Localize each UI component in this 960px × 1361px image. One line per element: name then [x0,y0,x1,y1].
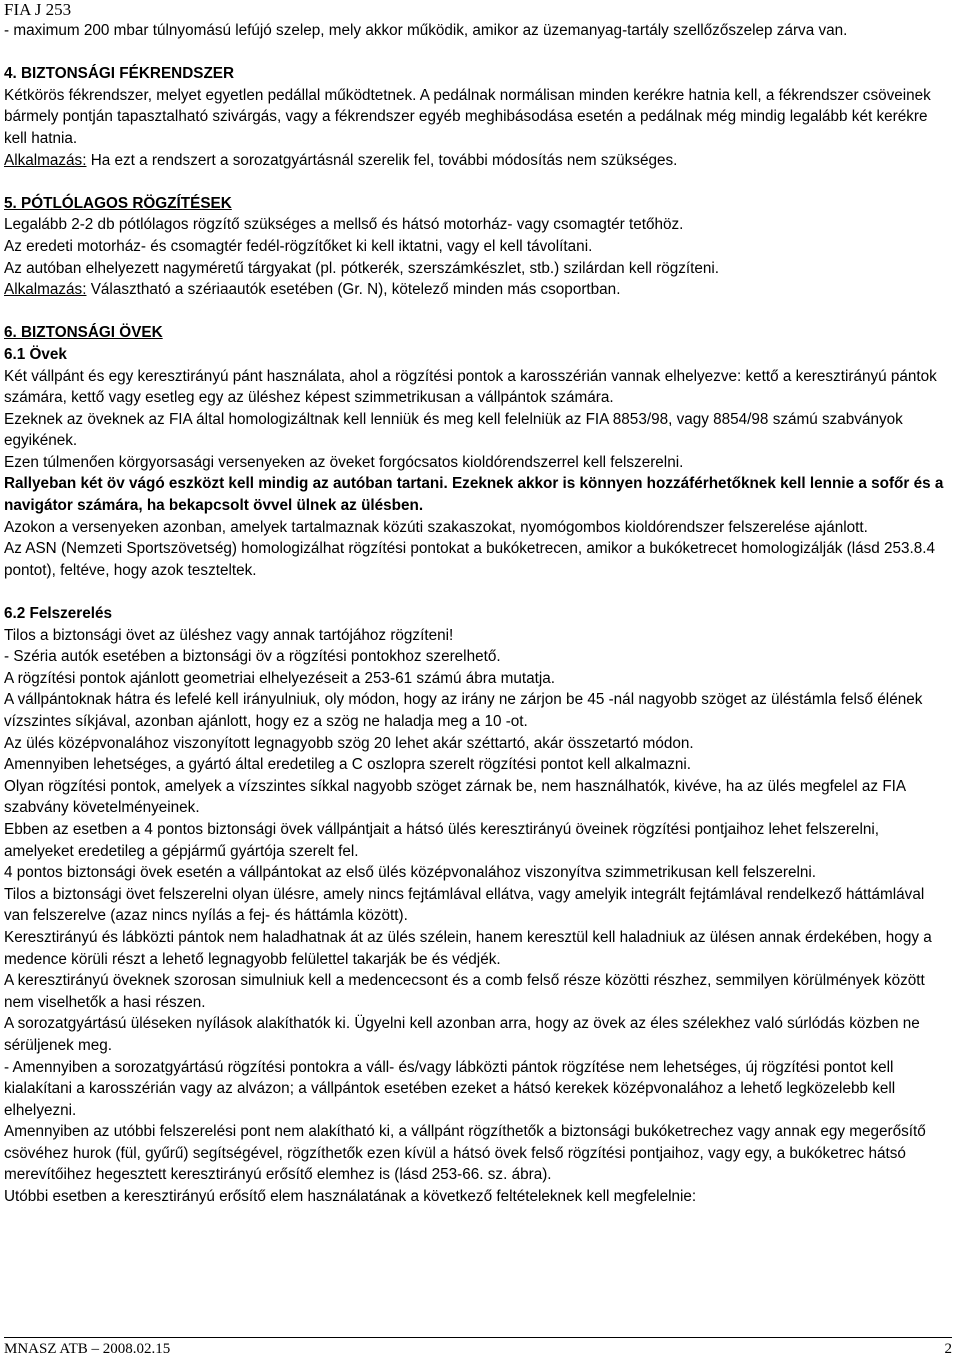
section-6-1-text-5: Azokon a versenyeken azonban, amelyek tartalmaznak közúti szakaszokat, nyomógombos kioldórendszer felszerelése ajánlott. [4,518,868,536]
section-5-text-2: Az eredeti motorház- és csomagtér fedél-rögzítőket ki kell iktatni, vagy el kell távolítani. [4,237,593,255]
application-text: Ha ezt a rendszert a sorozatgyártásnál szerelik fel, további módosítás nem szükséges. [86,151,678,169]
section-6-2-text-15: Amennyiben az utóbbi felszerelési pont nem alakítható ki, a vállpánt rögzíthetők a biztonsági bukóketrechez vagy annak egy megerősítő csövéhez hurok (fül, gyűrű) segítségével, rögzíthetők ezen kívül a hátsó övek felső rögzítési pontjaihoz, vagy egy, a bukóketrec hátsó merevítőihez hegesztett keresztirányú erősítő elemhez is (lásd 253-66. sz. ábra). [4,1123,926,1184]
section-6-2-text-2: - Széria autók esetében a biztonsági öv a rögzítési pontokhoz szerelhető. [4,648,501,666]
section-4-application [4,150,952,172]
application-text: Választható a szériaautók esetében (Gr. N), kötelező minden más csoportban. [86,281,621,299]
section-6-2-text-13: A sorozatgyártású üléseken nyílások alakíthatók ki. Ügyelni kell azonban arra, hogy az övek az éles szélekhez való súrlódás közben ne sérüljenek meg. [4,1015,920,1054]
section-6-2-text-3: A rögzítési pontok ajánlott geometriai elhelyezéseit a 253-61 számú ábra mutatja. [4,669,556,687]
section-6-2-text-14: - Amennyiben a sorozatgyártású rögzítési pontokra a váll- és/vagy lábközti pántok rögzítése nem lehetséges, új rögzítési pontot kell kialakítani a karosszérián vagy az alvázon; a vállpántok esetében ezeket a hátsó kerekek középvonalához a lehető legközelebb kell elhelyezni. [4,1058,896,1119]
section-4-text: Kétkörös fékrendszer, melyet egyetlen pedállal működtetnek. A pedálnak normálisan minden kerékre hatnia kell, a fékrendszer csöveinek bármely pontján tapasztalható szivárgás, vagy a fékrendszer egyéb meghibásodása esetén a pedálnak még mindig legalább két kerékre kell hatnia. [4,86,931,147]
section-6-1-heading: 6.1 Övek [4,345,67,363]
section-5-application [4,279,952,301]
application-label: Alkalmazás: [4,281,87,299]
section-5-heading: 5. PÓTLÓLAGOS RÖGZÍTÉSEK [4,194,232,212]
application-label: Alkalmazás: [4,151,87,169]
section-6-2-text-11: Keresztirányú és lábközti pántok nem haladhatnak át az ülés szélein, hanem keresztül kell haladniuk az ülésen annak érdekében, hogy a medence körüli részt a lehető legnagyobb felülettel takarják be és védjék. [4,928,932,968]
section-6-2-text-9: 4 pontos biztonsági övek esetén a vállpántokat az első ülés középvonalához viszonyítva szimmetrikusan kell felszerelni. [4,864,817,882]
section-6-1-text-2: Ezeknek az öveknek az FIA által homologizáltnak kell lenniük és meg kell felelniük az FIA 8853/98, vagy 8854/98 számú szabványok egyikének. [4,410,903,450]
section-6-2-text-5: Az ülés középvonalához viszonyított legnagyobb szög 20 lehet akár széttartó, akár összetartó módon. [4,734,694,752]
section-6-2-text-8: Ebben az esetben a 4 pontos biztonsági övek vállpántjait a hátsó ülés keresztirányú öveinek rögzítési pontjaihoz lehet felszerelni, amelyeket eredetileg a gépjármű gyártója szerelt fel. [4,820,880,860]
intro-text: - maximum 200 mbar túlnyomású lefújó szelep, mely akkor működik, amikor az üzemanyag-tartály szellőzőszelep zárva van. [4,22,848,39]
section-5-text-3: Az autóban elhelyezett nagyméretű tárgyakat (pl. pótkerék, szerszámkészlet, stb.) szilárdan kell rögzíteni. [4,259,720,277]
section-6-1-bold-notice: Rallyeban két öv vágó eszközt kell mindig az autóban tartani. Ezeknek akkor is könnyen hozzáférhetőknek kell lennie a sofőr és a navigátor számára, ha bekapcsolt övvel ülnek az ülésben. [4,475,944,515]
document-page [4,0,952,1208]
section-6-2-text-16: Utóbbi esetben a keresztirányú erősítő elem használatának a következő feltételeknek kell megfelelnie: [4,1188,697,1206]
document-code: FIA J 253 [4,0,72,19]
section-6-2-text-10: Tilos a biztonsági övet felszerelni olyan ülésre, amely nincs fejtámlával ellátva, vagy amelyik integrált fejtámlával rendelkező háttámlával van felszerelve (azaz nincs nyílás a fej- és háttámla között). [4,885,925,925]
footer-divider [4,1337,952,1338]
section-6-2-text-6: Amennyiben lehetséges, a gyártó által eredetileg a C oszlopra szerelt rögzítési pontot kell alkalmazni. [4,756,692,774]
section-6-1-text-1: Két vállpánt és egy keresztirányú pánt használata, ahol a rögzítési pontok a karosszérián vannak elhelyezve: kettő a keresztirányú pántok számára, kettő vagy esetleg egy az üléshez képest szimmetrikusan a vállpántok számára. [4,367,937,407]
section-6-2-text-12: A keresztirányú öveknek szorosan simulniuk kell a medencecsont és a comb felső része közötti részhez, semmilyen körülmények között nem viselhetők a hasi részen. [4,972,925,1011]
section-6-1-text-6: Az ASN (Nemzeti Sportszövetség) homologizálhat rögzítési pontokat a bukóketrecen, amikor a bukóketrecet homologizálják (lásd 253.8.4 pontot), feltéve, hogy azok teszteltek. [4,540,936,579]
section-6-2-text-1: Tilos a biztonsági övet az üléshez vagy annak tartójához rögzíteni! [4,626,454,644]
section-6-2-heading: 6.2 Felszerelés [4,605,113,623]
section-5-text-1: Legalább 2-2 db pótlólagos rögzítő szükséges a mellső és hátsó motorház- vagy csomagtér tetőhöz. [4,216,684,234]
page-number: 2 [944,1341,952,1357]
section-6-heading: 6. BIZTONSÁGI ÖVEK [4,324,163,342]
section-4-heading: 4. BIZTONSÁGI FÉKRENDSZER [4,65,235,83]
section-6-1-text-3: Ezen túlmenően körgyorsasági versenyeken az öveket forgócsatos kioldórendszerrel kell felszerelni. [4,453,684,471]
footer-document-id: MNASZ ATB – 2008.02.15 [4,1341,171,1357]
section-6-2-text-7: Olyan rögzítési pontok, amelyek a vízszintes síkkal nagyobb szöget zárnak be, nem használhatók, kivéve, ha az ülés megfelel az FIA szabvány követelményeinek. [4,777,906,817]
section-6-2-text-4: A vállpántoknak hátra és lefelé kell irányulniuk, oly módon, hogy az irány ne zárjon be 45 -nál nagyobb szöget az üléstámla felső élének vízszintes síkjával, azonban ajánlott, hogy ez a szög ne haladja meg a 10 -ot. [4,691,923,730]
